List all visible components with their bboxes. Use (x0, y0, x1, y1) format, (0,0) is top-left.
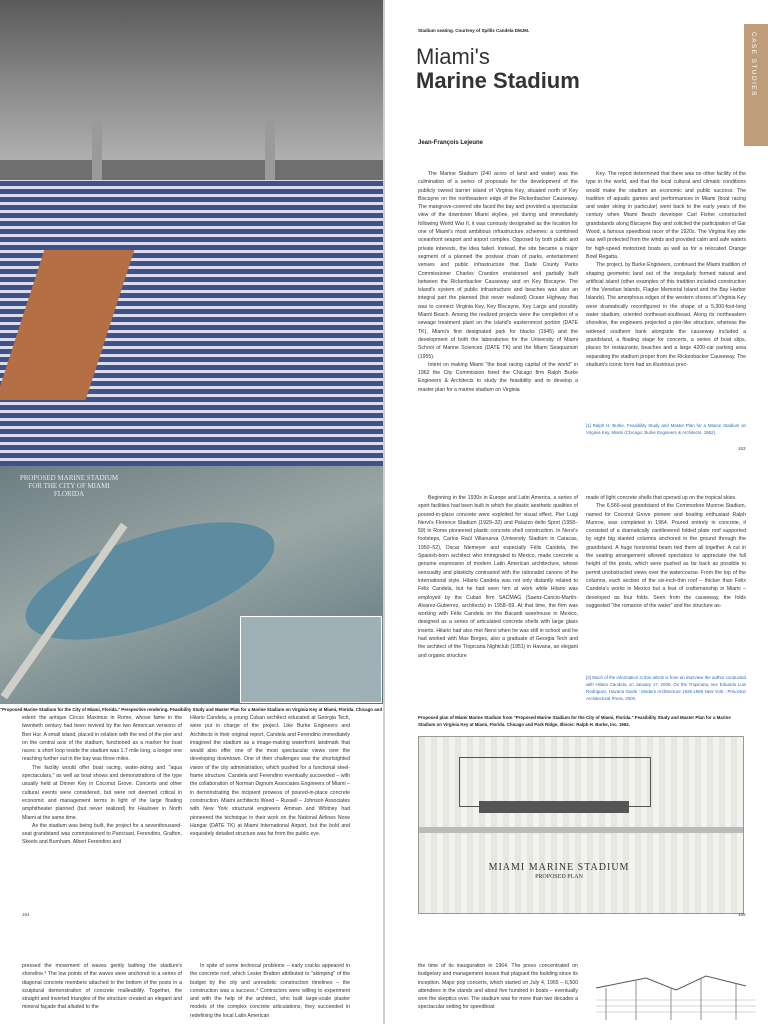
paragraph: the time of its inauguration in 1964. The press concentrated on budgetary and management issues that plagued the building since its inception. Major pop concerts, which started on July 4, 1965 – 6,500 attendees in the stands and about five hundred in boats – eventually won the skeptics over. The stadium was for more than two decades a spectacular setting for speedboat (418, 963, 578, 1011)
paragraph: Beginning in the 1930s in Europe and Latin America, a series of sport facilities had been built in which the plastic aesthetic qualities of poured-in-place concrete were exploited for visual effect. Pier Luigi Nervi's Florence Stadium (1929–32) and Palazzo dello Sport (1958–59) in Rome pioneered plastic concrete shell construction. In Nervi's footsteps, Carlos Raúl Villanueva (University Stadium in Caracas, 1950–52), Oscar Niemeyer and especially Félix Candela, the Spanish-born architect who immigrated to Mexico, made concrete a genuine expression of modern Latin American architecture, whose sensuality and plasticity contrasted with the rationalist canons of the international style. Hilario Candela was not only distantly related to Félix Candela, but he had seen him at work while Hilario was employed by the Cuban firm SACMAG (Saenz-Cancio-Martín-Alvarez-Gutierrez, architects) in 1958–59. At that time, the firm was working with Félix Candela on the Bacardi warehouse in Mexico, designed as a series of articulated concrete shells with large glass inserts. Hilario had also met Nervi when he was still in school and he had worked with Max Borges, also a graduate of Georgia Tech and the architect of the Tropicana Nightclub (1951) in Havana, an elegant and organic structure (418, 495, 578, 659)
page-number: 164 (22, 912, 30, 917)
page-spread-1 (0, 0, 768, 466)
article-title-line1: Miami's (416, 44, 490, 69)
paragraph: Intent on making Miami "the boat racing capital of the world" in 1962 the City Commission hired the Chicago firm Ralph Burke Engineers & Architects to study the feasibility and to develop a master plan for a marine stadium on Virginia (418, 361, 578, 393)
stadium-sketch-drawing (586, 940, 768, 1024)
text-column (22, 714, 182, 914)
stadium-seating-photo (0, 0, 383, 466)
paragraph: The project, by Burke Engineers, continued the Miami tradition of shaping geometric land out of the irregularly formed natural and artificial island (other examples of this tradition included construction of the Venetian Islands, Flagler Memorial Island and the Bay Harbor Islands). The amorphous edges of the western shores of Virginia Key were dramatically reconfigured in the shape of a 5,300-foot-long water stadium, oriented northeast-southeast. Along its northeastern shoreline, the engineers projected a pier-like structure, whereas the widened southern bank alongside the causeway included a grandstand, a floating stage for concerts, a series of boat slips, places for restaurants, beaches and a large 4200-car parking area separating the stadium proper from the Rickenbacker Causeway. The stadium's iconic form had an illustrious prec- (586, 262, 746, 368)
text-column (190, 962, 350, 1024)
figure-caption: "Proposed Marine Stadium for the City of Miami, Florida." Perspective rendering. Feasibility Study and Master Plan for a Marine Stadium on Virginia Key at Miami, Florida. Chicago and (0, 707, 382, 712)
page-spread-3 (0, 714, 768, 932)
page-gutter (383, 714, 385, 932)
paragraph: The facility would offer boat racing, water-skiing and "aqua spectaculars," as well as boat shows and demonstrations of the type usually held at Dinner Key in Coconut Grove. Concerts and other cultural events were considered, but were not deemed critical in economic and management terms in light of the large floating amphitheater planned (but never realized) for Haulover in North Miami at the same time. (22, 764, 182, 821)
rendering-title: PROPOSED MARINE STADIUM FOR THE CITY OF MIAMI FLORIDA (19, 474, 119, 498)
footnote: [2] Much of the information in this article is from an interview the author conducted with Hilario Candela, on January 17, 2005. On the Tropicana, see Eduardo Luis Rodríguez, Havana Guide : Modern Architecture 1925-1965 New York : Princeton Architectural Press, 2000. (586, 675, 746, 701)
page-gutter (383, 0, 385, 466)
page-spread-2 (0, 466, 768, 714)
page-number: 163 (738, 446, 746, 451)
plan-subtitle: PROPOSED PLAN (535, 874, 583, 880)
paragraph: edent: the antique Circus Maximus in Rome, whose fame in the twentieth century had been revived by the two American versions of Ben Hur. A small island, placed in relation with the end of the pier and on the central axis of the stadium, functioned as a marker for boat races: a short loop inside the stadium was 1.7 mile long, a longer one reaching further out in the bay was three miles. (22, 715, 182, 763)
stadium-roof (0, 0, 383, 160)
text-column (418, 170, 578, 442)
page-spread-4 (0, 932, 768, 1024)
page-gutter (383, 466, 385, 714)
page-number: 165 (738, 912, 746, 917)
plan-title: MIAMI MARINE STADIUM (488, 862, 630, 873)
stadium-sketch (586, 940, 768, 1024)
page-gutter (383, 932, 385, 1024)
paragraph: Hilario Candela, a young Cuban architect educated at Georgia Tech, were put in charge of the project. Like Burke Engineers and Architects in their original report, Candela and Ferendino immediately imagined the stadium as a image-making waterfront landmark that would also offer one of the most spectacular views over the developing downtown. One of their challenges was the shortsighted vision of the city administration, which pushed for a functional steel-frame structure. Candela and Ferendino eventually succeeded – with the collaboration of Norman Dignum Associates Engineers of Miami – in demonstrating the incipient prowess of poured-in-place concrete construction. Miami architects Weed – Russell – Johnson Associates with New York structural engineers Amman and Whitney had pioneered the technique in their work on the National Airlines Nose Hangar (DATE TK) at Miami International Airport, but the bold and exquisitely detailed structure was far from the public eye. (190, 715, 350, 838)
text-column (418, 494, 578, 706)
paragraph: In spite of some technical problems – early cracks appeared in the concrete roof, which Lester Bratton attributed to "skimping" of the budget by the city and unrealistic construction timelines – the construction was a success.⁴ Contractors were willing to experiment and with the help of the architect, who built large-scale plaster models of the complex concrete articulations, they succeeded in redefining the local Latin American (190, 963, 350, 1019)
paragraph: The 6,566-seat grandstand of the Commodore Munroe Stadium, named for Coconut Grove pioneer and boating enthusiast Ralph Munroe, was completed in 1964. Poured entirely in concrete, it consisted of a dramatically cantilevered folded plate roof supported by eight big slanted columns anchored in the ground through the grandstand. A huge horizontal beam tied them all together. A cut in the seating arrangement allowed spectators to appreciate the full height of the posts, which were pushed as far back as possible to permit unobstructed views over the watercourse. From the top of the columns, each section of the six-inch-thin roof – thicker than Félix Candela's works in Mexico but a feat of craftsmanship in Miami – developed as four folds. Seen from the causeway, the folds suggested "the romance of the water" and the structure as- (586, 503, 746, 609)
article-title-line2: Marine Stadium (416, 68, 580, 93)
text-column (586, 170, 746, 420)
perspective-rendering (0, 466, 383, 704)
author-name: Jean-François Lejeune (418, 140, 484, 146)
paragraph: Key. The report determined that there was no other facility of the type in the world, and that the local cultural and climatic conditions would make the stadium an economic and public success. The tradition of aquatic games and performances in Miami (boat racing and water skiing in particular) went back to the early years of the century when Miami Beach developer Carl Fisher constructed grandstands along Biscayne Bay and solicited the participation of Gar Wood, a famous speedboat racer of the 1920s. The Virginia Key site was well protected from the winds and provided calm and safe waters for high-speed motorized boats as well as for a relocated Orange Bowl Regatta. (586, 171, 746, 260)
footnote: [1] Ralph H. Burke, Feasibility Study and Master Plan for a Marine Stadium on Virginia Key, Miami (Chicago: Burke Engineers & Architects, 1962). (586, 423, 746, 435)
text-column (22, 962, 182, 1024)
text-column (586, 494, 746, 674)
paragraph: made of light concrete shells that opened up on the tropical skies. (586, 495, 737, 501)
stadium-inset-image (240, 616, 382, 703)
paragraph: pressed the movement of waves gently bathing the stadium's shoreline.³ The low points of the waves were anchored to a series of diagonal concrete members attached to the bottom of the posts in a sculptural demonstration of concrete malleability. Together, the straight and inverted triangles of the structure created an elegant and mineral façade that alluded to the (22, 963, 182, 1011)
causeway-road (419, 827, 743, 833)
paragraph: As the stadium was being built, the project for a seventhousand-seat grandstand was commissioned to Pancoast, Ferendino, Grafton, Skeels and Burnham. Albert Ferendino and (22, 822, 182, 846)
photo-credit: Stadium seating. Courtesy of Spillis Candela DMJM. (418, 28, 530, 33)
figure-caption: Proposed plan of Miami Marine Stadium from "Proposed Marine Stadium for the City of Miami, Florida." Feasibility Study and Master Plan for a Marine Stadium on Virginia Key at Miami, Florida. Chicago and Park Ridge, Illinois: Ralph H. Burke, Inc. 1962. (418, 715, 731, 727)
section-tab: CASE STUDIES (744, 24, 768, 146)
text-column (190, 714, 350, 914)
proposed-plan-drawing (418, 736, 744, 914)
racing-basin (459, 757, 651, 807)
text-column (418, 962, 578, 1024)
grandstand-outline (479, 801, 629, 813)
paragraph: The Marine Stadium (240 acres of land and water) was the culmination of a series of proposals for the development of the publicly owned barrier island of Virginia Key, situated north of Key Biscayne on the northeastern edge of the Rickenbacker Causeway. The mangrove-covered site faced the bay and provided a spectacular view of the downtown Miami skyline, yet during and immediately following World War II, it was curiously designated as the location for one of Miami's most ambitious infrastructure schemes: a combined oceanfront seaport and airport complex. Opposed by both public and private interests, the idea failed. Instead, the site became a major segment of a planned the postwar chain of parks, entertainment venues and public infrastructure that Dade County Parks Commissioner Charles Crandon envisioned and partially built between the Rickenbacker Causeway and on Key Biscayne. The island's system of public infrastructure and beaches was also an integral part the planned (but never realized) Ocean Highway that was to connect Virginia Key, Key Biscayne, Key Largo and possibly Miami Beach. Among the realized projects were the completion of a sewage treatment plant on the island's easternmost portion (DATE TK), Miami's first designated park for blacks (1945) and the development of both the laboratories for the University of Miami School of Marine Sciences (DATE TK) and the Miami Seaquarium (1955). (418, 171, 578, 360)
